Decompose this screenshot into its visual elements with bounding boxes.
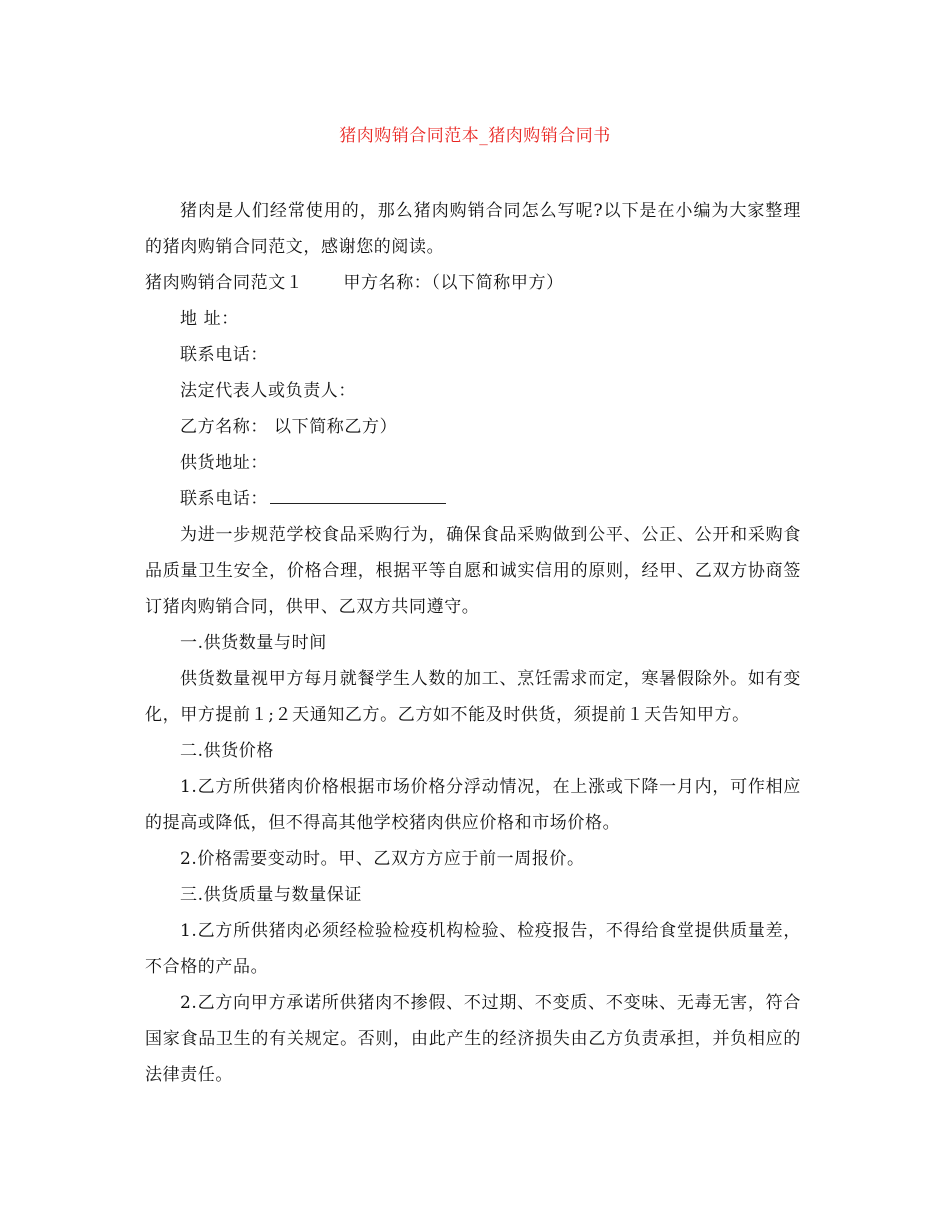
phone-b-blank: [270, 487, 446, 504]
intro-paragraph: 猪肉是人们经常使用的，那么猪肉购销合同怎么写呢?以下是在小编为大家整理的猪肉购销合同范文，感谢您的阅读。: [145, 201, 801, 257]
section-3-item-1: 1.乙方所供猪肉必须经检验检疫机构检验、检疫报告，不得给食堂提供质量差，不合格的产品。: [145, 921, 801, 977]
sample-line: [145, 265, 801, 301]
phone-a-line: 联系电话：: [180, 345, 268, 365]
address-line: 地 址：: [180, 309, 239, 329]
section-1-heading: 一.供货数量与时间: [180, 633, 327, 653]
section-3-item-2: 2.乙方向甲方承诺所供猪肉不掺假、不过期、不变质、不变味、无毒无害，符合国家食品卫生的有关规定。否则，由此产生的经济损失由乙方负责承担，并负相应的法律责任。: [145, 993, 801, 1085]
purpose-paragraph: 为进一步规范学校食品采购行为，确保食品采购做到公平、公正、公开和采购食品质量卫生安全，价格合理，根据平等自愿和诚实信用的原则，经甲、乙双方协商签订猪肉购销合同，供甲、乙双方共同遵守。: [145, 525, 801, 617]
document-body: [145, 193, 801, 1093]
section-2-heading: 二.供货价格: [180, 741, 275, 761]
legal-rep-line: 法定代表人或负责人：: [180, 381, 356, 401]
section-2-item-2: 2.价格需要变动时。甲、乙双方方应于前一周报价。: [180, 849, 585, 869]
section-1-text: 供货数量视甲方每月就餐学生人数的加工、烹饪需求而定，寒暑假除外。如有变化，甲方提前１;２天通知乙方。乙方如不能及时供货，须提前１天告知甲方。: [145, 669, 801, 725]
section-2-item-1: 1.乙方所供猪肉价格根据市场价格分浮动情况，在上涨或下降一月内，可作相应的提高或降低，但不得高其他学校猪肉供应价格和市场价格。: [145, 777, 801, 833]
party-a-name: 甲方名称：（以下简称甲方）: [343, 273, 564, 293]
supply-address-line: 供货地址：: [180, 453, 268, 473]
section-3-heading: 三.供货质量与数量保证: [180, 885, 363, 905]
phone-b-line: [145, 481, 801, 517]
document-title: 猪肉购销合同范本_猪肉购销合同书: [339, 126, 611, 146]
party-b-line: 乙方名称： 以下简称乙方）: [180, 417, 398, 437]
sample-label: 猪肉购销合同范文１: [145, 273, 304, 293]
phone-b-label: 联系电话：: [180, 489, 268, 509]
